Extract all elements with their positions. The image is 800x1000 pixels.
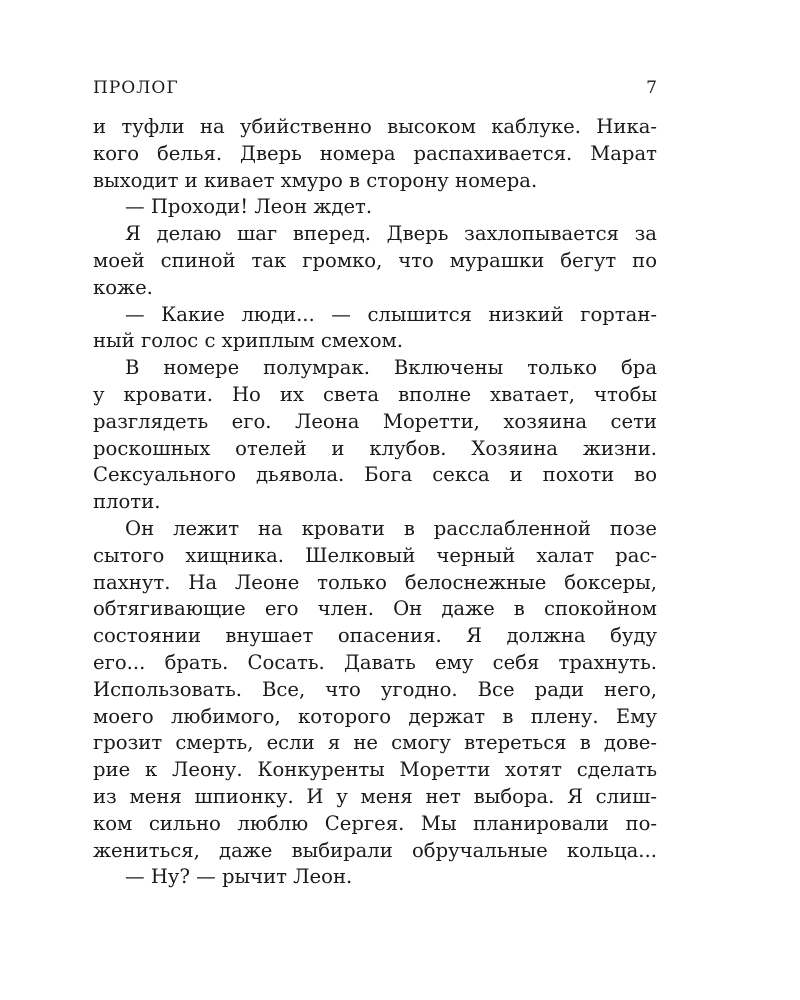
text-line: Использовать. Все, что угодно. Все ради него, xyxy=(93,677,657,701)
text-line: Сексуального дьявола. Бога секса и похоти во xyxy=(93,463,657,487)
text-line: ный голос с хриплым смехом. xyxy=(93,329,403,353)
running-title: ПРОЛОГ xyxy=(93,78,179,98)
text-line: из меня шпионку. И у меня нет выбора. Я слиш- xyxy=(93,784,657,808)
body-text xyxy=(93,114,657,891)
page-number: 7 xyxy=(646,78,657,98)
text-line: моей спиной так громко, что мурашки бегут по xyxy=(93,248,657,272)
text-line: — Проходи! Леон ждет. xyxy=(125,195,373,219)
text-line: коже. xyxy=(93,275,153,299)
text-line: кого белья. Дверь номера распахивается. Марат xyxy=(93,141,657,165)
text-line: у кровати. Но их света вполне хватает, чтобы xyxy=(93,382,657,406)
text-line: его... брать. Сосать. Давать ему себя трахнуть. xyxy=(93,650,657,674)
text-line: моего любимого, которого держат в плену. Ему xyxy=(93,704,657,728)
text-line: рие к Леону. Конкуренты Моретти хотят сделать xyxy=(93,758,657,782)
text-line: состоянии внушает опасения. Я должна буду xyxy=(93,624,657,648)
text-line: — Какие люди... — слышится низкий гортан- xyxy=(125,302,657,326)
text-line: пахнут. На Леоне только белоснежные боксеры, xyxy=(93,570,657,594)
text-line: — Ну? — рычит Леон. xyxy=(125,865,353,889)
text-line: ком сильно люблю Сергея. Мы планировали по- xyxy=(93,811,657,835)
page-header xyxy=(93,78,657,100)
text-line: роскошных отелей и клубов. Хозяина жизни. xyxy=(93,436,657,460)
text-line: и туфли на убийственно высоком каблуке. Ника- xyxy=(93,115,657,138)
text-line: жениться, даже выбирали обручальные кольца... xyxy=(93,838,657,862)
book-page xyxy=(93,78,657,891)
text-line: Я делаю шаг вперед. Дверь захлопывается за xyxy=(125,222,657,246)
text-line: грозит смерть, если я не смогу втереться в дове- xyxy=(93,731,657,755)
text-line: разглядеть его. Леона Моретти, хозяина сети xyxy=(93,409,657,433)
text-line: обтягивающие его член. Он даже в спокойном xyxy=(93,597,657,621)
text-line: выходит и кивает хмуро в сторону номера. xyxy=(93,168,538,192)
text-line: плоти. xyxy=(93,490,161,514)
text-line: В номере полумрак. Включены только бра xyxy=(125,356,657,380)
text-line: Он лежит на кровати в расслабленной позе xyxy=(125,516,657,540)
text-line: сытого хищника. Шелковый черный халат рас- xyxy=(93,543,657,567)
